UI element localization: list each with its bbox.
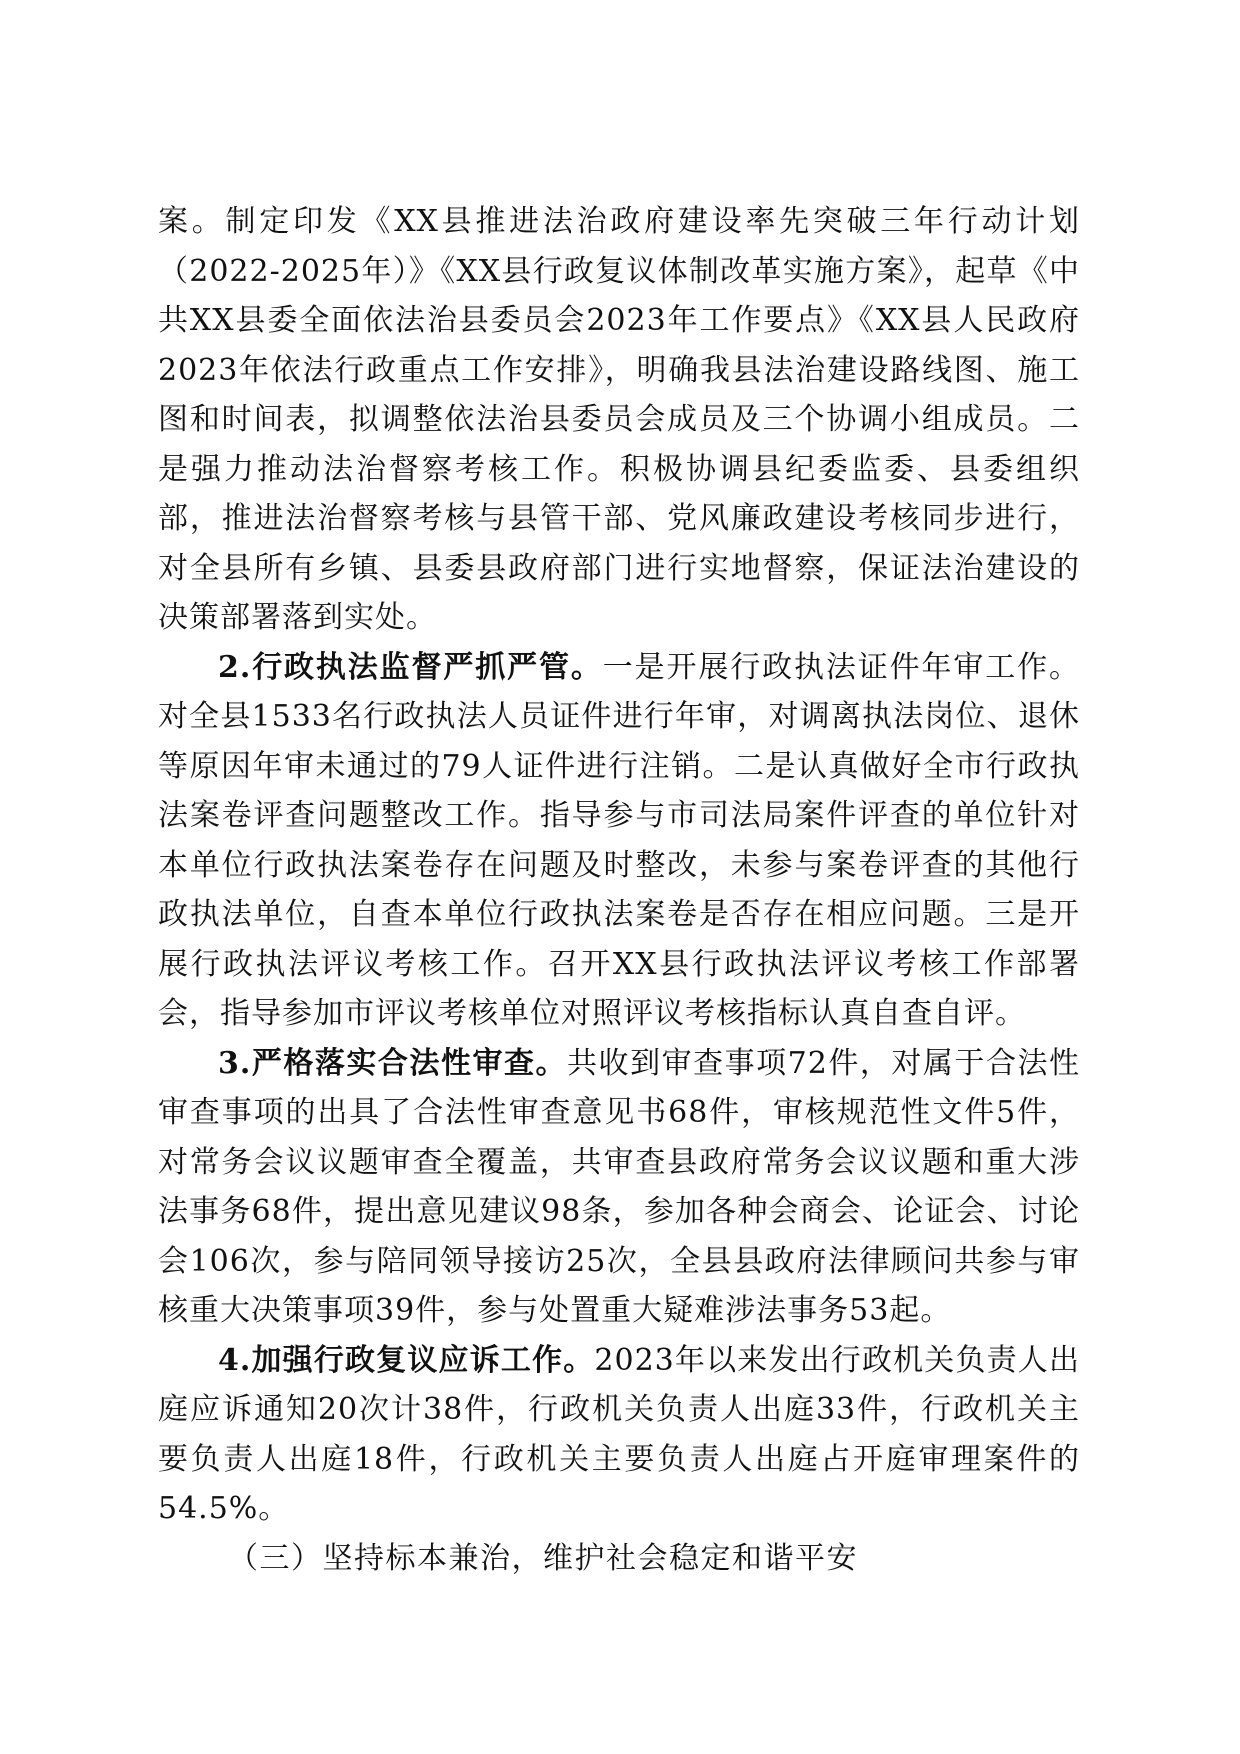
paragraph-text: 2023年以来发出行政机关负责人出庭应诉通知20次计38件，行政机关负责人出庭33件，行政机关主要负责人出庭18件，行政机关主要负责人出庭占开庭审理案件的54.5%。 bbox=[158, 1342, 1080, 1526]
paragraph-administrative-review bbox=[158, 1336, 1080, 1534]
paragraph-enforcement-supervision bbox=[158, 643, 1080, 1039]
paragraph-text: 案。制定印发《XX县推进法治政府建设率先突破三年行动计划（2022-2025年）》《XX县行政复议体制改革实施方案》，起草《中共XX县委全面依法治县委员会2023年工作要点》《XX县人民政府2023年依法行政重点工作安排》，明确我县法治建设路线图、施工图和时间表，拟调整依法治县委员会成员及三个协调小组成员。二是强力推动法治督察考核工作。积极协调县纪委监委、县委组织部，推进法治督察考核与县管干部、党风廉政建设考核同步进行，对全县所有乡镇、县委县政府部门进行实地督察，保证法治建设的决策部署落到实处。 bbox=[158, 204, 1080, 635]
paragraph-legality-review bbox=[158, 1039, 1080, 1336]
paragraph-heading: 4.加强行政复议应诉工作。 bbox=[218, 1342, 595, 1378]
paragraph-text: 一是开展行政执法证件年审工作。对全县1533名行政执法人员证件进行年审，对调离执法岗位、退休等原因年审未通过的79人证件进行注销。二是认真做好全市行政执法案卷评查问题整改工作。指导参与市司法局案件评查的单位针对本单位行政执法案卷存在问题及时整改，未参与案卷评查的其他行政执法单位，自查本单位行政执法案卷是否存在相应问题。三是开展行政执法评议考核工作。召开XX县行政执法评议考核工作部署会，指导参加市评议考核单位对照评议考核指标认真自查自评。 bbox=[158, 649, 1081, 1031]
paragraph-text: 共收到审查事项72件，对属于合法性审查事项的出具了合法性审查意见书68件，审核规范性文件5件，对常务会议议题审查全覆盖，共审查县政府常务会议议题和重大涉法事务68件，提出意见建议98条，参加各种会商会、论证会、讨论会106次，参与陪同领导接访25次，全县县政府法律顾问共参与审核重大决策事项39件，参与处置重大疑难涉法事务53起。 bbox=[158, 1045, 1080, 1328]
paragraph-heading: 2.行政执法监督严抓严管。 bbox=[218, 649, 603, 685]
section-heading: （三）坚持标本兼治，维护社会稳定和谐平安 bbox=[228, 1540, 858, 1576]
document-body bbox=[158, 197, 1080, 1583]
paragraph-heading: 3.严格落实合法性审查。 bbox=[218, 1045, 568, 1081]
paragraph-continuation bbox=[158, 197, 1080, 643]
